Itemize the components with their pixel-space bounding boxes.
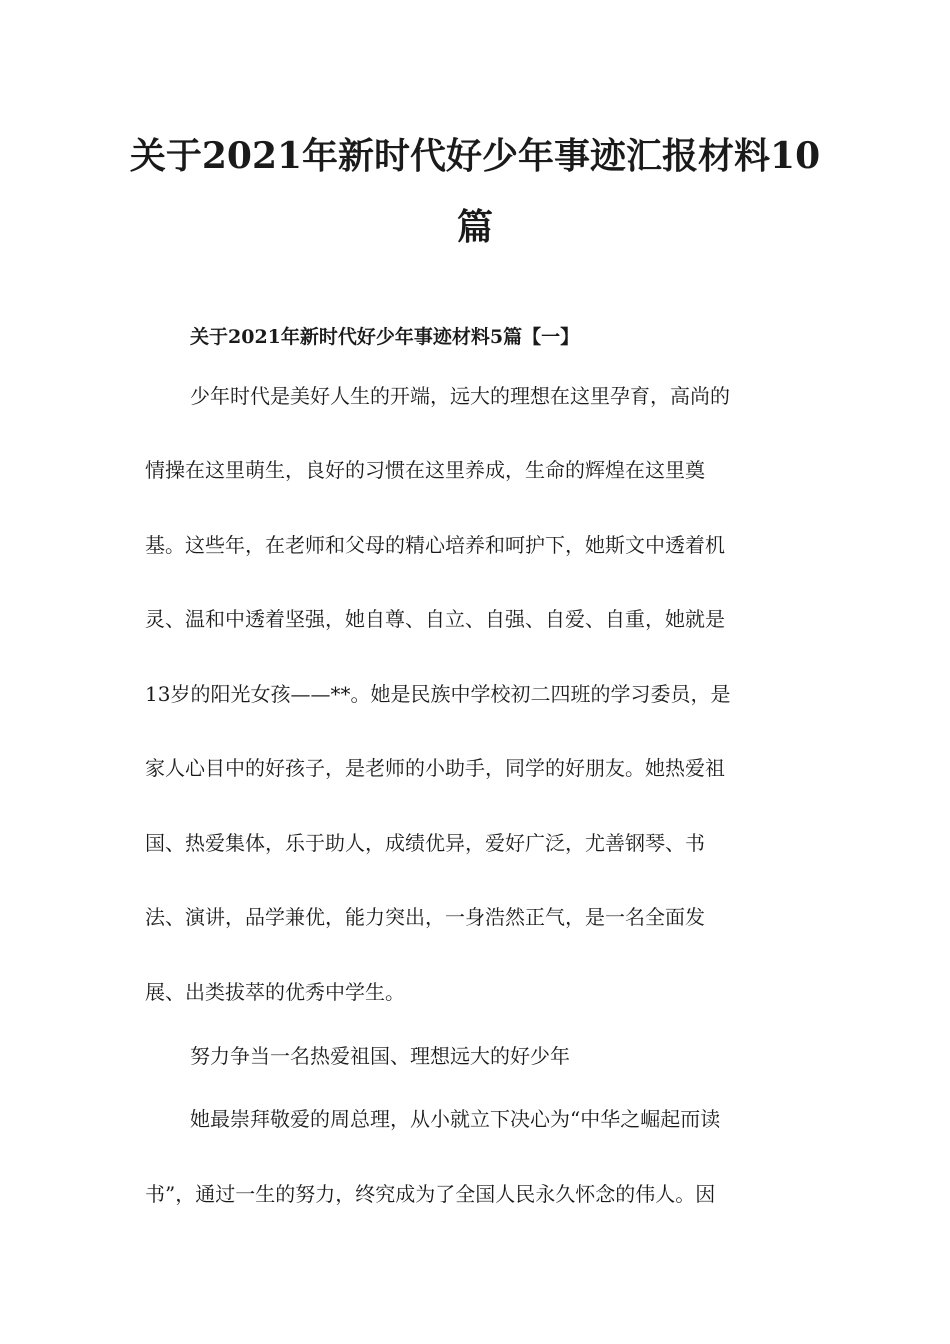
document-title-line-1: 关于2021年新时代好少年事迹汇报材料10 (129, 135, 821, 177)
body-line-subtitle: 努力争当一名热爱祖国、理想远大的好少年 (190, 1044, 570, 1068)
body-line: 家人心目中的好孩子，是老师的小助手，同学的好朋友。她热爱祖 (145, 756, 725, 780)
body-line: 国、热爱集体，乐于助人，成绩优异，爱好广泛，尤善钢琴、书 (145, 831, 705, 855)
body-line: 书”，通过一生的努力，终究成为了全国人民永久怀念的伟人。因 (145, 1182, 716, 1206)
body-line: 她最崇拜敬爱的周总理，从小就立下决心为“中华之崛起而读 (190, 1107, 721, 1131)
body-line: 法、演讲，品学兼优，能力突出，一身浩然正气，是一名全面发 (145, 905, 705, 929)
section-heading: 关于2021年新时代好少年事迹材料5篇【一】 (190, 326, 580, 348)
body-line: 灵、温和中透着坚强，她自尊、自立、自强、自爱、自重，她就是 (145, 607, 725, 631)
body-line: 13岁的阳光女孩——**。她是民族中学校初二四班的学习委员，是 (145, 682, 731, 706)
body-line: 展、出类拔萃的优秀中学生。 (145, 980, 405, 1004)
body-line: 少年时代是美好人生的开端，远大的理想在这里孕育，高尚的 (190, 384, 730, 408)
body-line: 情操在这里萌生，良好的习惯在这里养成，生命的辉煌在这里奠 (145, 458, 705, 482)
document-title-line-2: 篇 (456, 206, 493, 248)
body-line: 基。这些年，在老师和父母的精心培养和呵护下，她斯文中透着机 (145, 533, 725, 557)
